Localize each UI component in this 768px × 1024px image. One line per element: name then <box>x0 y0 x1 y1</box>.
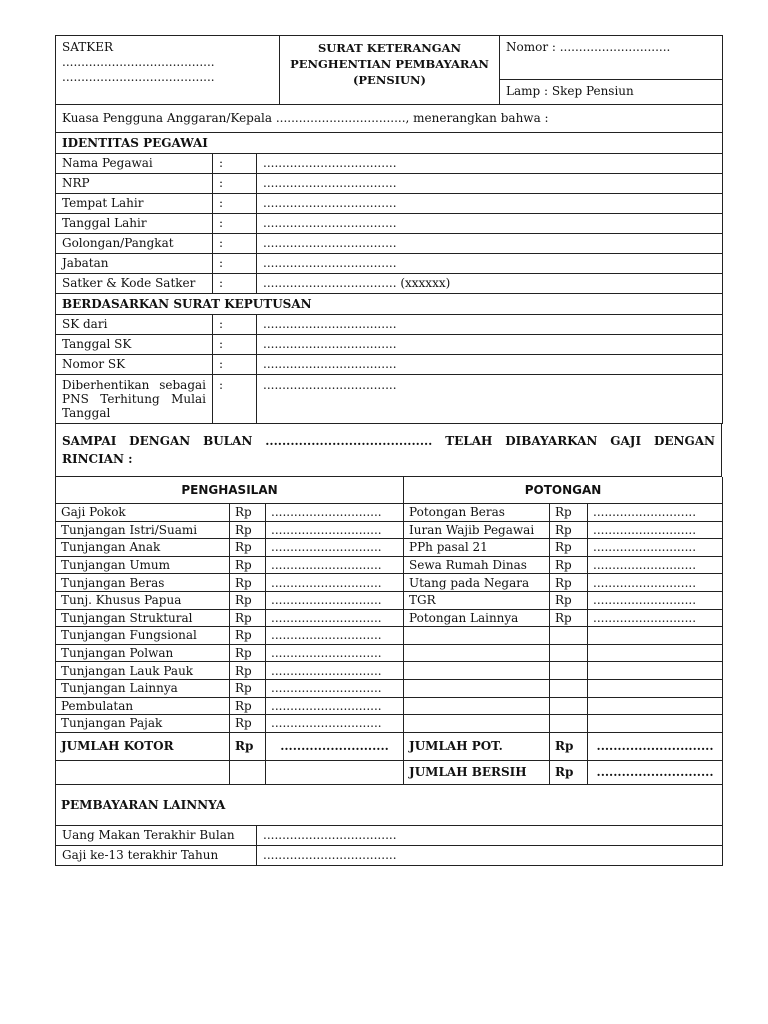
empty-cell <box>588 627 723 645</box>
table-row <box>56 556 723 574</box>
sampai-dengan-block <box>55 424 722 477</box>
empty-cell <box>404 662 550 680</box>
penghasilan-label: Tunjangan Umum <box>56 556 230 574</box>
table-row <box>56 679 723 697</box>
rincian-table <box>55 477 723 826</box>
title-line-1: SURAT KETERANGAN <box>317 41 462 55</box>
empty-cell <box>404 697 550 715</box>
identitas-section-title: IDENTITAS PEGAWAI <box>56 133 723 154</box>
field-label: Satker & Kode Satker <box>56 274 213 294</box>
potongan-amount-field[interactable]: ........................... <box>588 539 723 557</box>
table-row <box>56 609 723 627</box>
field-label: SK dari <box>56 315 213 335</box>
penghasilan-amount-field[interactable]: ............................. <box>266 662 404 680</box>
field-label: Uang Makan Terakhir Bulan <box>56 826 257 846</box>
field-label: Golongan/Pangkat <box>56 234 213 254</box>
penghasilan-label: Tunj. Khusus Papua <box>56 591 230 609</box>
empty-cell <box>266 760 404 784</box>
field-colon: : <box>213 375 257 424</box>
field-label: NRP <box>56 174 213 194</box>
empty-cell <box>550 644 588 662</box>
potongan-amount-field[interactable]: ........................... <box>588 609 723 627</box>
field-label: Jabatan <box>56 254 213 274</box>
potongan-label: Potongan Lainnya <box>404 609 550 627</box>
penghasilan-amount-field[interactable]: ............................. <box>266 556 404 574</box>
penghasilan-rp: Rp <box>230 504 266 522</box>
empty-cell <box>550 715 588 733</box>
penghasilan-amount-field[interactable]: ............................. <box>266 574 404 592</box>
jumlah-pot-rp: Rp <box>550 732 588 760</box>
empty-cell <box>550 662 588 680</box>
penghasilan-amount-field[interactable]: ............................. <box>266 521 404 539</box>
nomor-sk-field[interactable]: ................................... <box>257 355 723 375</box>
penghasilan-label: Tunjangan Fungsional <box>56 627 230 645</box>
penghasilan-rp: Rp <box>230 574 266 592</box>
nrp-field[interactable]: ................................... <box>257 174 723 194</box>
penghasilan-label: Tunjangan Beras <box>56 574 230 592</box>
lamp-field: Lamp : Skep Pensiun <box>500 79 723 104</box>
field-label: Gaji ke-13 terakhir Tahun <box>56 845 257 865</box>
penghasilan-label: Tunjangan Lauk Pauk <box>56 662 230 680</box>
empty-cell <box>56 760 230 784</box>
potongan-rp: Rp <box>550 609 588 627</box>
potongan-label: TGR <box>404 591 550 609</box>
potongan-rp: Rp <box>550 556 588 574</box>
table-row <box>56 591 723 609</box>
field-colon: : <box>213 174 257 194</box>
potongan-rp: Rp <box>550 521 588 539</box>
table-row <box>56 234 723 254</box>
jumlah-pot-label: JUMLAH POT. <box>404 732 550 760</box>
potongan-rp: Rp <box>550 591 588 609</box>
title-line-3: (PENSIUN) <box>352 73 427 87</box>
empty-cell <box>230 760 266 784</box>
penghasilan-rp: Rp <box>230 697 266 715</box>
tanggal-lahir-field[interactable]: ................................... <box>257 214 723 234</box>
penghasilan-amount-field[interactable]: ............................. <box>266 539 404 557</box>
penghasilan-header: PENGHASILAN <box>56 477 404 504</box>
penghasilan-label: Tunjangan Anak <box>56 539 230 557</box>
nama-pegawai-field[interactable]: ................................... <box>257 154 723 174</box>
pembayaran-lainnya-title: PEMBAYARAN LAINNYA <box>56 784 723 825</box>
satker-label: SATKER <box>62 40 113 54</box>
table-row <box>56 375 723 424</box>
pension-stop-form <box>55 35 722 866</box>
penghasilan-rp: Rp <box>230 662 266 680</box>
table-row <box>56 274 723 294</box>
table-row <box>56 254 723 274</box>
table-row <box>56 644 723 662</box>
satker-kode-field[interactable]: ................................... (xxxxxx) <box>257 274 723 294</box>
penghasilan-amount-field[interactable]: ............................. <box>266 609 404 627</box>
diberhentikan-line-1: Diberhentikan sebagai <box>62 378 206 392</box>
table-row <box>56 315 723 335</box>
penghasilan-rp: Rp <box>230 556 266 574</box>
satker-line-2[interactable]: ........................................ <box>62 70 215 84</box>
sampai-dengan-statement[interactable] <box>56 424 722 477</box>
penghasilan-label: Gaji Pokok <box>56 504 230 522</box>
penghasilan-rp: Rp <box>230 539 266 557</box>
potongan-amount-field[interactable]: ........................... <box>588 556 723 574</box>
field-label: Tanggal Lahir <box>56 214 213 234</box>
penghasilan-label: Tunjangan Struktural <box>56 609 230 627</box>
potongan-amount-field[interactable]: ........................... <box>588 504 723 522</box>
empty-cell <box>588 644 723 662</box>
table-row <box>56 715 723 733</box>
penghasilan-rp: Rp <box>230 521 266 539</box>
field-label: Nomor SK <box>56 355 213 375</box>
potongan-label: PPh pasal 21 <box>404 539 550 557</box>
table-row <box>56 521 723 539</box>
kuasa-statement[interactable]: Kuasa Pengguna Anggaran/Kepala .................................., menerangkan bahwa : <box>56 105 723 133</box>
penghasilan-label: Tunjangan Lainnya <box>56 679 230 697</box>
identity-table <box>55 105 723 424</box>
field-label: Nama Pegawai <box>56 154 213 174</box>
sampai-line-1: SAMPAI DENGAN BULAN ........................................ TELAH DIBAYARKAN GAJI DENGAN <box>62 434 715 448</box>
diberhentikan-field[interactable]: ................................... <box>257 375 723 424</box>
potongan-header: POTONGAN <box>404 477 723 504</box>
table-row <box>56 539 723 557</box>
field-colon: : <box>213 355 257 375</box>
diberhentikan-label <box>56 375 213 424</box>
jumlah-bersih-rp: Rp <box>550 760 588 784</box>
empty-cell <box>404 715 550 733</box>
field-colon: : <box>213 214 257 234</box>
uang-makan-field[interactable]: ................................... <box>257 826 723 846</box>
potongan-amount-field[interactable]: ........................... <box>588 574 723 592</box>
penghasilan-amount-field[interactable]: ............................. <box>266 504 404 522</box>
penghasilan-rp: Rp <box>230 627 266 645</box>
empty-cell <box>550 697 588 715</box>
potongan-rp: Rp <box>550 539 588 557</box>
satker-cell <box>56 36 280 105</box>
penghasilan-rp: Rp <box>230 609 266 627</box>
field-colon: : <box>213 254 257 274</box>
diberhentikan-line-3: Tanggal <box>62 406 111 420</box>
penghasilan-label: Tunjangan Istri/Suami <box>56 521 230 539</box>
penghasilan-amount-field[interactable]: ............................. <box>266 644 404 662</box>
table-row <box>56 174 723 194</box>
empty-cell <box>588 679 723 697</box>
empty-cell <box>588 715 723 733</box>
table-row <box>56 697 723 715</box>
sampai-line-2: RINCIAN : <box>62 452 133 466</box>
empty-cell <box>550 679 588 697</box>
jabatan-field[interactable]: ................................... <box>257 254 723 274</box>
table-row <box>56 627 723 645</box>
potongan-rp: Rp <box>550 574 588 592</box>
document-title <box>280 36 500 105</box>
table-row <box>56 826 723 846</box>
tempat-lahir-field[interactable]: ................................... <box>257 194 723 214</box>
field-colon: : <box>213 274 257 294</box>
empty-cell <box>588 697 723 715</box>
table-row <box>56 574 723 592</box>
table-row <box>56 194 723 214</box>
penghasilan-amount-field[interactable]: ............................. <box>266 679 404 697</box>
empty-cell <box>588 662 723 680</box>
field-colon: : <box>213 315 257 335</box>
table-row <box>56 214 723 234</box>
penghasilan-rp: Rp <box>230 644 266 662</box>
penghasilan-rp: Rp <box>230 715 266 733</box>
sk-dari-field[interactable]: ................................... <box>257 315 723 335</box>
title-line-2: PENGHENTIAN PEMBAYARAN <box>290 57 489 71</box>
potongan-label: Potongan Beras <box>404 504 550 522</box>
penghasilan-amount-field[interactable]: ............................. <box>266 591 404 609</box>
empty-cell <box>404 679 550 697</box>
jumlah-bersih-field[interactable]: ............................ <box>588 760 723 784</box>
jumlah-kotor-field[interactable]: .......................... <box>266 732 404 760</box>
potongan-label: Utang pada Negara <box>404 574 550 592</box>
potongan-amount-field[interactable]: ........................... <box>588 521 723 539</box>
penghasilan-amount-field[interactable]: ............................. <box>266 697 404 715</box>
form-header <box>55 35 723 105</box>
pembayaran-lainnya-table <box>55 826 723 866</box>
field-colon: : <box>213 154 257 174</box>
potongan-rp: Rp <box>550 504 588 522</box>
table-row <box>56 154 723 174</box>
golongan-pangkat-field[interactable]: ................................... <box>257 234 723 254</box>
field-label: Tempat Lahir <box>56 194 213 214</box>
field-colon: : <box>213 234 257 254</box>
penghasilan-rp: Rp <box>230 679 266 697</box>
penghasilan-amount-field[interactable]: ............................. <box>266 627 404 645</box>
table-row <box>56 335 723 355</box>
tanggal-sk-field[interactable]: ................................... <box>257 335 723 355</box>
jumlah-bersih-label: JUMLAH BERSIH <box>404 760 550 784</box>
penghasilan-label: Tunjangan Polwan <box>56 644 230 662</box>
field-label: Tanggal SK <box>56 335 213 355</box>
jumlah-pot-field[interactable]: ............................ <box>588 732 723 760</box>
penghasilan-label: Tunjangan Pajak <box>56 715 230 733</box>
table-row <box>56 355 723 375</box>
jumlah-kotor-label: JUMLAH KOTOR <box>56 732 230 760</box>
penghasilan-amount-field[interactable]: ............................. <box>266 715 404 733</box>
empty-cell <box>550 627 588 645</box>
satker-line-1[interactable]: ........................................ <box>62 55 215 69</box>
nomor-field[interactable]: Nomor : ............................. <box>500 36 723 80</box>
table-row <box>56 662 723 680</box>
empty-cell <box>404 627 550 645</box>
potongan-amount-field[interactable]: ........................... <box>588 591 723 609</box>
gaji-13-field[interactable]: ................................... <box>257 845 723 865</box>
empty-cell <box>404 644 550 662</box>
jumlah-kotor-rp: Rp <box>230 732 266 760</box>
field-colon: : <box>213 194 257 214</box>
potongan-label: Sewa Rumah Dinas <box>404 556 550 574</box>
diberhentikan-line-2: PNS Terhitung Mulai <box>62 392 206 406</box>
potongan-label: Iuran Wajib Pegawai <box>404 521 550 539</box>
field-colon: : <box>213 335 257 355</box>
penghasilan-rp: Rp <box>230 591 266 609</box>
penghasilan-label: Pembulatan <box>56 697 230 715</box>
table-row <box>56 504 723 522</box>
table-row <box>56 845 723 865</box>
keputusan-section-title: BERDASARKAN SURAT KEPUTUSAN <box>56 294 723 315</box>
